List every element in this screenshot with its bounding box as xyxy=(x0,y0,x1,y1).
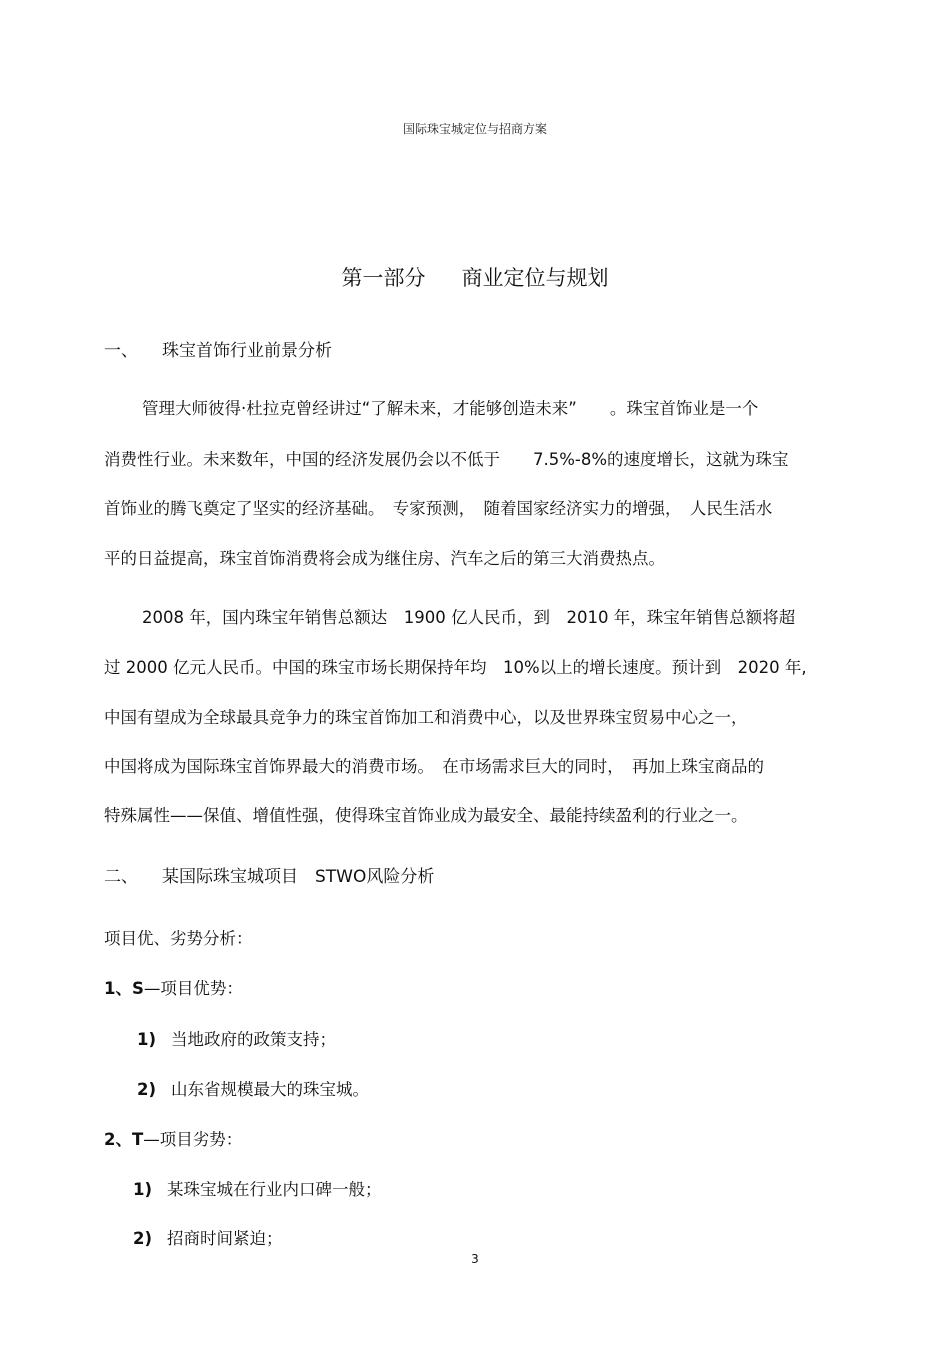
list-item xyxy=(137,1026,336,1050)
list-item xyxy=(133,1225,283,1249)
running-header: 国际珠宝城定位与招商方案 xyxy=(402,122,547,136)
section-1-title: 珠宝首饰行业前景分析 xyxy=(162,341,332,361)
weaknesses-number: 2、T xyxy=(104,1130,144,1149)
paragraph-1-line: 平的日益提高，珠宝首饰消费将会成为继住房、汽车之后的第三大消费热点。 xyxy=(104,549,665,568)
weaknesses-heading xyxy=(104,1126,242,1150)
strengths-number: 1、S xyxy=(104,979,144,998)
list-item xyxy=(133,1176,382,1200)
list-item-number: 1) xyxy=(133,1180,153,1199)
paragraph-2-line: 中国有望成为全球最具竞争力的珠宝首饰加工和消费中心，以及世界珠宝贸易中心之一， xyxy=(104,708,748,727)
part-title xyxy=(0,262,950,292)
list-item-number: 1) xyxy=(137,1030,157,1049)
section-2-heading xyxy=(104,862,434,887)
page-number: 3 xyxy=(471,1252,479,1266)
paragraph-2-line: 中国将成为国际珠宝首饰界最大的消费市场。 在市场需求巨大的同时， 再加上珠宝商品的 xyxy=(104,757,764,776)
list-item-number: 2) xyxy=(137,1080,157,1099)
section-2-title: 某国际珠宝城项目 STWO风险分析 xyxy=(162,867,435,887)
section-1-number: 一、 xyxy=(104,341,138,361)
list-item-text: 某珠宝城在行业内口碑一般； xyxy=(167,1180,382,1199)
paragraph-2-line: 过 2000 亿元人民币。中国的珠宝市场长期保持年均 10%以上的增长速度。预计到 2020 年, xyxy=(104,658,807,677)
strengths-heading xyxy=(104,975,243,999)
paragraph-1-line: 管理大师彼得·杜拉克曾经讲过“了解未来，才能够创造未来” 。珠宝首饰业是一个 xyxy=(142,399,759,418)
paragraph-2-line: 特殊属性——保值、增值性强，使得珠宝首饰业成为最安全、最能持续盈利的行业之一。 xyxy=(104,806,748,825)
paragraph-2-line: 2008 年，国内珠宝年销售总额达 1900 亿人民币，到 2010 年，珠宝年销售总额将超 xyxy=(142,608,796,627)
weaknesses-text: —项目劣势： xyxy=(143,1130,243,1149)
analysis-label: 项目优、劣势分析： xyxy=(104,929,253,948)
section-1-heading xyxy=(104,336,332,361)
part-label: 第一部分 xyxy=(341,266,426,290)
section-2-number: 二、 xyxy=(104,867,138,887)
list-item-number: 2) xyxy=(133,1229,153,1248)
part-heading: 商业定位与规划 xyxy=(461,266,609,290)
paragraph-1-line: 首饰业的腾飞奠定了坚实的经济基础。 专家预测， 随着国家经济实力的增强， 人民生活水 xyxy=(104,499,773,518)
strengths-text: —项目优势： xyxy=(143,979,243,998)
list-item-text: 招商时间紧迫； xyxy=(167,1229,283,1248)
list-item xyxy=(137,1076,369,1100)
list-item-text: 山东省规模最大的珠宝城。 xyxy=(171,1080,369,1099)
list-item-text: 当地政府的政策支持； xyxy=(171,1030,336,1049)
paragraph-1-line: 消费性行业。未来数年，中国的经济发展仍会以不低于 7.5%-8%的速度增长，这就为珠宝 xyxy=(104,450,789,469)
